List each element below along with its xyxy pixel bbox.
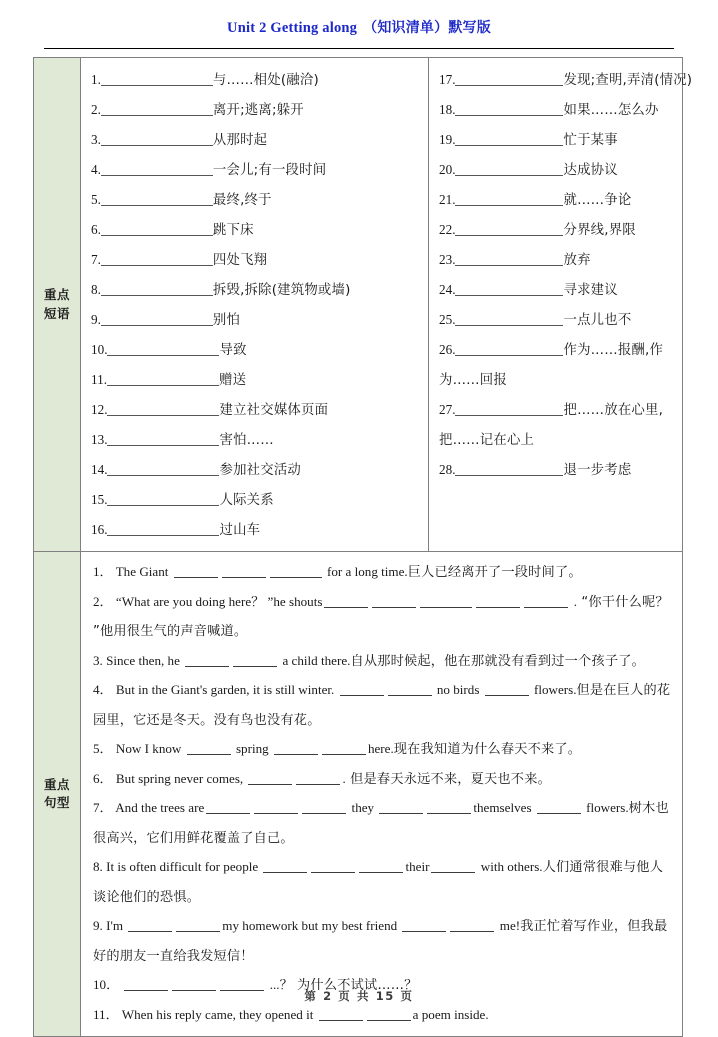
phrase-meaning: 忙于某事	[563, 133, 618, 148]
sentence-answer-blank[interactable]	[176, 918, 220, 932]
phrase-number: 25.	[439, 312, 456, 327]
phrase-answer-blank[interactable]	[455, 402, 563, 416]
sentence-translation: 现在我知道为什么春天不来了。	[393, 742, 582, 757]
sentence-text: .	[570, 593, 577, 609]
phrase-left-item	[91, 395, 422, 425]
phrase-number: 5.	[91, 192, 101, 207]
sentence-number: 3.	[93, 652, 107, 668]
key-phrases-block	[34, 58, 693, 552]
sentence-answer-blank[interactable]	[427, 800, 471, 814]
sentence-answer-blank[interactable]	[222, 564, 266, 578]
sentence-text: they	[348, 800, 378, 815]
phrase-meaning: 拆毁,拆除(建筑物或墙)	[212, 283, 351, 298]
sentence-answer-blank[interactable]	[248, 771, 292, 785]
sentence-answer-blank[interactable]	[254, 800, 298, 814]
phrase-right-item	[439, 305, 692, 335]
sentence-text: When his reply came, they opened it	[121, 1006, 317, 1022]
phrase-meaning: 发现;查明,弄清(情况)	[563, 73, 693, 88]
phrase-number: 22.	[439, 222, 456, 237]
phrase-answer-blank[interactable]	[101, 252, 213, 266]
sentence-text: But spring never comes,	[115, 770, 247, 786]
phrase-right-item	[439, 275, 692, 305]
sentence-text: But in the Giant's garden, it is still winter.	[115, 682, 338, 697]
phrase-right-item	[439, 245, 692, 275]
sentence-answer-blank[interactable]	[128, 918, 172, 932]
sentence-text: flowers.	[582, 800, 629, 815]
phrase-number: 19.	[439, 132, 456, 147]
phrase-meaning: 达成协议	[563, 163, 618, 178]
phrase-answer-blank[interactable]	[107, 522, 219, 536]
sentence-translation: 我正忙着写作业，但我最好的朋友一直给我发短信！	[93, 919, 668, 964]
phrase-number: 27.	[439, 402, 456, 417]
phrase-meaning: 放弃	[563, 253, 591, 268]
sentence-answer-blank[interactable]	[187, 741, 231, 755]
sentence-number: 11．	[93, 1006, 122, 1022]
phrase-answer-blank[interactable]	[455, 162, 563, 176]
phrase-number: 23.	[439, 252, 456, 267]
phrase-number: 18.	[439, 102, 456, 117]
sentence-text: for a long time.	[323, 564, 408, 579]
phrase-meaning: 如果……怎么办	[563, 103, 659, 118]
sentence-answer-blank[interactable]	[233, 653, 277, 667]
phrase-answer-blank[interactable]	[101, 222, 213, 236]
phrase-answer-blank[interactable]	[101, 312, 213, 326]
sentence-translation: 但是在巨人的花园里，它还是冬天。没有鸟也没有花。	[93, 683, 671, 728]
sentence-answer-blank[interactable]	[379, 800, 423, 814]
phrase-meaning: 分界线,界限	[563, 223, 636, 238]
phrase-number: 20.	[439, 162, 456, 177]
sentence-text: And the trees are	[115, 800, 205, 815]
phrase-number: 4.	[91, 162, 101, 177]
phrase-answer-blank[interactable]	[107, 372, 219, 386]
sentence-list	[81, 552, 682, 1036]
key-sentences-label-line1: 重点	[43, 776, 70, 792]
phrase-meaning: 参加社交活动	[219, 463, 302, 478]
phrase-right-item	[439, 335, 692, 395]
phrase-number: 21.	[439, 192, 456, 207]
sentence-item	[93, 647, 672, 677]
phrase-meaning: 一会儿;有一段时间	[212, 163, 327, 178]
sentence-answer-blank[interactable]	[296, 771, 340, 785]
phrases-left-column	[81, 58, 429, 551]
phrase-meaning: 建立社交媒体页面	[219, 403, 329, 418]
sentence-translation: 自从那时候起，他在那就没有看到过一个孩子了。	[350, 653, 645, 669]
sentence-text: The Giant	[115, 564, 172, 579]
phrase-answer-blank[interactable]	[107, 342, 219, 356]
sentence-item	[93, 765, 672, 795]
sentence-text: a poem inside.	[412, 1006, 489, 1022]
sentence-item	[93, 558, 672, 588]
sentence-answer-blank[interactable]	[485, 682, 529, 696]
sentence-number: 7．	[93, 800, 116, 815]
phrase-number: 2.	[91, 102, 101, 117]
phrase-left-item	[91, 185, 422, 215]
sentence-answer-blank[interactable]	[274, 741, 318, 755]
phrase-left-item	[91, 275, 422, 305]
phrase-meaning: 寻求建议	[563, 283, 618, 298]
sentence-answer-blank[interactable]	[311, 859, 355, 873]
phrase-number: 26.	[439, 342, 456, 357]
key-phrases-body	[81, 58, 700, 551]
phrase-meaning: 最终,终于	[212, 193, 272, 208]
sentence-item	[93, 912, 672, 971]
sentence-answer-blank[interactable]	[185, 653, 229, 667]
phrase-right-item	[439, 125, 692, 155]
sentence-text: with others.	[477, 859, 543, 874]
phrase-number: 15.	[91, 492, 108, 507]
phrase-answer-blank[interactable]	[455, 462, 563, 476]
phrase-meaning: 作为……报酬,作为……回报	[439, 343, 664, 388]
knowledge-list-table	[33, 57, 693, 1037]
phrase-answer-blank[interactable]	[455, 132, 563, 146]
sentence-answer-blank[interactable]	[340, 682, 384, 696]
sentence-answer-blank[interactable]	[388, 682, 432, 696]
phrase-left-item	[91, 515, 422, 545]
phrase-number: 28.	[439, 462, 456, 477]
sentence-answer-blank[interactable]	[372, 594, 416, 608]
phrase-left-item	[91, 305, 422, 335]
phrase-answer-blank[interactable]	[107, 432, 219, 446]
phrase-number: 17.	[439, 72, 456, 87]
phrase-answer-blank[interactable]	[455, 252, 563, 266]
key-phrases-label-line1: 重点	[43, 287, 70, 303]
phrase-number: 6.	[91, 222, 101, 237]
phrase-meaning: 就……争论	[563, 193, 632, 208]
phrase-number: 24.	[439, 282, 456, 297]
sentence-item	[93, 794, 672, 853]
sentence-text: flowers.	[530, 682, 577, 697]
phrase-number: 12.	[91, 402, 108, 417]
phrase-left-item	[91, 65, 422, 95]
sentence-text: a child there.	[279, 652, 351, 668]
phrase-meaning: 别怕	[212, 313, 241, 328]
sentence-answer-blank[interactable]	[322, 741, 366, 755]
sentence-number: 1．	[93, 564, 116, 579]
sentence-text: my homework but my best friend	[222, 918, 401, 933]
key-sentences-block	[34, 552, 682, 1036]
sentence-number: 6．	[93, 770, 116, 786]
phrase-meaning: 跳下床	[212, 223, 254, 238]
sentence-answer-blank[interactable]	[302, 800, 346, 814]
sentence-answer-blank[interactable]	[319, 1007, 363, 1021]
phrase-answer-blank[interactable]	[101, 192, 213, 206]
phrase-left-item	[91, 425, 422, 455]
phrase-answer-blank[interactable]	[101, 282, 213, 296]
sentence-answer-blank[interactable]	[359, 859, 403, 873]
sentence-text: ...？	[266, 977, 293, 992]
sentence-text: I'm	[106, 918, 127, 933]
phrase-left-item	[91, 455, 422, 485]
sentence-answer-blank[interactable]	[476, 594, 520, 608]
page-title-chinese: （知识清单）默写版	[363, 20, 491, 36]
sentence-answer-blank[interactable]	[524, 594, 568, 608]
sentence-text: Since then, he	[106, 652, 184, 668]
sentence-answer-blank[interactable]	[263, 859, 307, 873]
phrase-answer-blank[interactable]	[455, 222, 563, 236]
phrase-meaning: 退一步考虑	[563, 463, 632, 478]
sentence-answer-blank[interactable]	[402, 918, 446, 932]
phrase-answer-blank[interactable]	[101, 102, 213, 116]
phrase-left-item	[91, 335, 422, 365]
sentence-answer-blank[interactable]	[367, 1007, 411, 1021]
key-sentences-label	[34, 552, 81, 1036]
phrase-answer-blank[interactable]	[107, 402, 219, 416]
phrase-meaning: 把……放在心里,把……记在心上	[439, 403, 664, 448]
sentence-translation: 但是春天永远不来，夏天也不来。	[345, 771, 551, 787]
sentence-number: 8.	[93, 859, 107, 874]
sentence-number: 10．	[93, 977, 123, 992]
phrase-number: 3.	[91, 132, 101, 147]
phrase-answer-blank[interactable]	[455, 312, 563, 326]
phrase-number: 13.	[91, 432, 108, 447]
sentence-answer-blank[interactable]	[537, 800, 581, 814]
phrase-right-item	[439, 395, 692, 455]
phrase-left-item	[91, 95, 422, 125]
page-title	[0, 17, 718, 37]
sentence-text: themselves	[473, 800, 535, 815]
phrase-meaning: 离开;逃离;躲开	[212, 103, 304, 118]
sentence-number: 5．	[93, 741, 116, 756]
sentence-translation: 人们通常很难与他人谈论他们的恐惧。	[93, 860, 664, 905]
phrase-right-item	[439, 95, 692, 125]
phrase-left-item	[91, 125, 422, 155]
phrase-answer-blank[interactable]	[107, 462, 219, 476]
sentence-answer-blank[interactable]	[324, 594, 368, 608]
phrase-meaning: 害怕……	[219, 433, 274, 448]
sentence-number: 2．	[93, 593, 116, 609]
header-divider	[44, 48, 674, 49]
phrase-number: 9.	[91, 312, 101, 327]
sentence-answer-blank[interactable]	[450, 918, 494, 932]
sentence-item	[93, 676, 672, 735]
phrases-right-column	[429, 58, 700, 551]
sentence-answer-blank[interactable]	[206, 800, 250, 814]
sentence-text: .	[342, 770, 346, 786]
phrase-number: 14.	[91, 462, 108, 477]
phrase-right-item	[439, 215, 692, 245]
phrase-answer-blank[interactable]	[101, 72, 213, 86]
phrase-left-item	[91, 365, 422, 395]
phrase-left-item	[91, 155, 422, 185]
phrase-answer-blank[interactable]	[455, 282, 563, 296]
sentence-text: Now I know	[115, 741, 185, 756]
phrase-answer-blank[interactable]	[107, 492, 219, 506]
phrase-number: 1.	[91, 72, 101, 87]
phrase-answer-blank[interactable]	[455, 72, 563, 86]
sentence-text: It is often difficult for people	[106, 859, 262, 874]
phrase-left-item	[91, 215, 422, 245]
sentence-text: spring	[232, 741, 272, 756]
phrase-number: 10.	[91, 342, 108, 357]
sentence-text: no birds	[433, 682, 483, 697]
sentence-number: 9.	[93, 918, 107, 933]
sentence-translation: 巨人已经离开了一段时间了。	[407, 565, 582, 580]
phrase-right-item	[439, 455, 692, 485]
phrase-number: 11.	[91, 372, 107, 387]
phrase-right-item	[439, 185, 692, 215]
phrase-meaning: 从那时起	[212, 133, 268, 148]
phrase-meaning: 一点儿也不	[563, 313, 632, 328]
phrase-meaning: 过山车	[219, 523, 261, 538]
phrase-right-item	[439, 155, 692, 185]
sentence-answer-blank[interactable]	[174, 564, 218, 578]
phrase-number: 7.	[91, 252, 101, 267]
phrase-answer-blank[interactable]	[101, 162, 213, 176]
phrase-number: 8.	[91, 282, 101, 297]
sentence-text: here.	[367, 741, 394, 756]
phrase-left-item	[91, 245, 422, 275]
sentence-item	[93, 588, 672, 647]
sentence-number: 4．	[93, 682, 116, 697]
sentence-answer-blank[interactable]	[270, 564, 322, 578]
sentence-translation: “你干什么呢？ ”他用很生气的声音喊道。	[93, 594, 669, 639]
sentence-text: their	[405, 859, 430, 874]
phrase-meaning: 与……相处(融洽)	[212, 73, 319, 88]
page-footer: 第 2 页 共 15 页	[304, 989, 414, 1003]
phrase-answer-blank[interactable]	[455, 192, 563, 206]
phrase-right-item	[439, 65, 692, 95]
page-title-english: Unit 2 Getting along	[227, 20, 358, 36]
phrase-answer-blank[interactable]	[455, 342, 563, 356]
sentence-item	[93, 853, 672, 912]
phrase-meaning: 导致	[219, 343, 247, 358]
sentence-answer-blank[interactable]	[431, 859, 475, 873]
sentence-answer-blank[interactable]	[420, 594, 472, 608]
key-phrases-label	[34, 58, 81, 551]
key-sentences-label-line2: 句型	[43, 795, 70, 810]
key-phrases-label-line2: 短语	[43, 305, 70, 321]
phrase-meaning: 人际关系	[219, 493, 274, 508]
sentence-item	[93, 1001, 672, 1030]
sentence-text: “What are you doing here？ ”he shouts	[115, 593, 323, 609]
phrase-answer-blank[interactable]	[455, 102, 563, 116]
sentence-translation: 为什么不试试……？	[292, 978, 418, 993]
phrase-number: 16.	[91, 522, 108, 537]
phrase-left-item	[91, 485, 422, 515]
phrase-meaning: 赠送	[219, 373, 247, 388]
phrase-answer-blank[interactable]	[101, 132, 213, 146]
sentence-item	[93, 735, 672, 765]
sentence-translation: 树木也很高兴，它们用鲜花覆盖了自己。	[93, 801, 669, 846]
phrase-meaning: 四处飞翔	[212, 253, 268, 268]
sentence-text: me!	[496, 918, 521, 933]
